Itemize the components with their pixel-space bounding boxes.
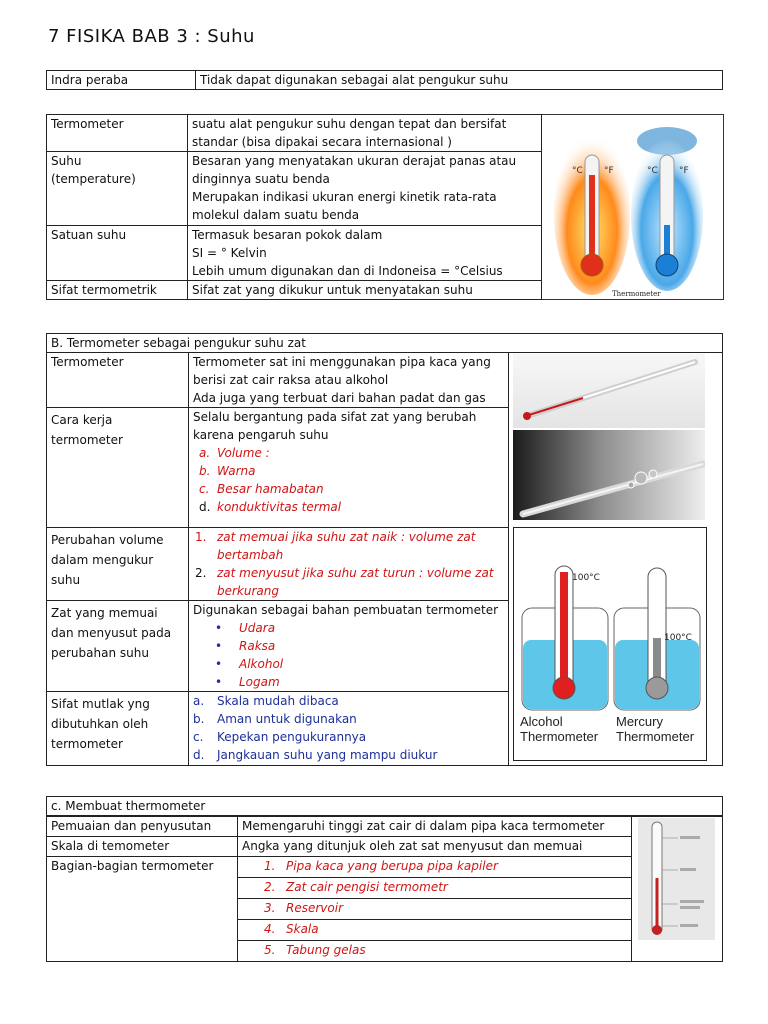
list-text: Alkohol (239, 657, 284, 671)
b-value-perubahan (189, 528, 509, 601)
section-b-table (46, 352, 509, 766)
list-item (193, 528, 504, 564)
zat-list (193, 619, 504, 691)
thermometer-hot-cold-image (542, 114, 724, 300)
list-item (193, 746, 504, 764)
list-text: Reservoir (286, 901, 343, 915)
temp-label-left: 100°C (572, 573, 600, 583)
unit-c-right: °C (647, 166, 658, 176)
list-marker: 1. (264, 859, 276, 873)
cold-bulb (656, 254, 678, 276)
label-text: Suhu (temperature) (51, 154, 136, 186)
temp-label-right: 100°C (664, 633, 692, 643)
red-bulb (523, 412, 531, 420)
def-value-sifat (188, 281, 542, 300)
mercury-drop (635, 472, 647, 484)
text-line: SI = ° Kelvin (192, 246, 267, 260)
list-marker: a. (199, 446, 211, 460)
section-c-header: c. Membuat thermometer (47, 797, 723, 816)
c-value-pemuaian: Memengaruhi tinggi zat cair di dalam pipa kaca termometer (238, 817, 632, 837)
list-text: Jangkauan suhu yang mampu diukur (217, 748, 438, 762)
sifat-list (193, 692, 504, 764)
cara-list (193, 444, 504, 516)
c-label-skala: Skala di temometer (47, 837, 238, 857)
unit-f-right: °F (679, 166, 689, 176)
glass-thermometer-photo (513, 354, 705, 428)
c-value-bagian (238, 857, 632, 962)
list-marker: c. (199, 482, 210, 496)
list-item (193, 564, 504, 600)
list-item (193, 710, 504, 728)
section-b-header: B. Termometer sebagai pengukur suhu zat (47, 334, 723, 353)
list-text: Raksa (239, 639, 276, 653)
label-text: Sifat mutlak yng dibutuhkan oleh termometer (51, 697, 150, 751)
list-marker: 5. (264, 943, 276, 957)
mercury-drop (649, 470, 657, 478)
section-b-header-table (46, 333, 723, 353)
mercury-bulb (646, 677, 668, 699)
def-value-satuan (188, 226, 542, 281)
list-marker: 2. (195, 566, 207, 580)
unit-c-left: °C (572, 166, 583, 176)
list-item (193, 444, 504, 462)
list-item (193, 728, 504, 746)
thermometer-illustration (542, 115, 723, 299)
b-label-perubahan (47, 528, 189, 601)
thermometer-parts-diagram (638, 818, 715, 940)
b-label-sifat (47, 692, 189, 766)
list-text: Zat cair pengisi termometr (286, 880, 448, 894)
list-item (193, 692, 504, 710)
text-line: berisi zat cair raksa atau alkohol (193, 373, 389, 387)
list-text: Pipa kaca yang berupa pipa kapiler (286, 859, 498, 873)
list-marker: 1. (195, 530, 207, 544)
list-item: • Udara (215, 621, 276, 635)
indra-table (46, 70, 723, 90)
alcohol-label: Alcohol Thermometer (520, 714, 599, 744)
text-line: karena pengaruh suhu (193, 428, 329, 442)
list-marker: d. (193, 748, 205, 762)
list-item (238, 857, 631, 878)
label-text: Perubahan volume dalam mengukur suhu (51, 533, 164, 587)
section-c-table (46, 816, 632, 962)
list-item: • Logam (215, 675, 280, 689)
list-marker: b. (193, 712, 205, 726)
text-line: standar (bisa dipakai secara internasional ) (192, 135, 452, 149)
mercury-thermometer-photo (513, 430, 705, 520)
section-c-header-table (46, 796, 723, 816)
hot-bulb (581, 254, 603, 276)
b-value-zat (189, 601, 509, 692)
text-line: Termometer sat ini menggunakan pipa kaca yang (193, 355, 491, 369)
list-item (193, 480, 504, 498)
def-label-termometer: Termometer (47, 115, 188, 152)
list-text: Volume : (217, 446, 270, 460)
b-label-cara (47, 408, 189, 528)
list-item (238, 878, 631, 899)
def-value-termometer (188, 115, 542, 152)
list-marker: a. (193, 694, 205, 708)
list-item (193, 498, 504, 516)
list-item: • Alkohol (215, 657, 284, 671)
label-text: Cara kerja termometer (51, 413, 123, 447)
list-text: Warna (217, 464, 256, 478)
list-text: Tabung gelas (286, 943, 366, 957)
mercury-label: Mercury Thermometer (616, 714, 695, 744)
c-label-pemuaian: Pemuaian dan penyusutan (47, 817, 238, 837)
list-text: zat menyusut jika suhu zat turun : volume zat berkurang (217, 566, 494, 598)
alcohol-mercury-diagram (513, 527, 707, 761)
list-text: Skala (286, 922, 319, 936)
b-label-termometer: Termometer (47, 353, 189, 408)
text-line: Selalu bergantung pada sifat zat yang berubah (193, 410, 477, 424)
page-title: 7 FISIKA BAB 3 : Suhu (48, 26, 255, 47)
list-marker: c. (193, 730, 204, 744)
perubahan-list (193, 528, 504, 600)
reservoir-bulb (652, 925, 662, 935)
list-text: zat memuai jika suhu zat naik : volume zat bertambah (217, 530, 476, 562)
list-text: konduktivitas termal (217, 500, 342, 514)
text-line: Termasuk besaran pokok dalam (192, 228, 383, 242)
c-value-skala: Angka yang ditunjuk oleh zat sat menyusut dan memuai (238, 837, 632, 857)
text-line: Ada juga yang terbuat dari bahan padat dan gas (193, 391, 486, 405)
def-label-satuan: Satuan suhu (47, 226, 188, 281)
image-caption: Thermometer (612, 290, 661, 298)
list-text: Besar hamabatan (217, 482, 324, 496)
alcohol-bulb (553, 677, 575, 699)
list-marker: 2. (264, 880, 276, 894)
indra-value: Tidak dapat digunakan sebagai alat pengukur suhu (196, 71, 723, 90)
list-text: Skala mudah dibaca (217, 694, 339, 708)
text-line: Besaran yang menyatakan ukuran derajat panas atau (192, 154, 517, 168)
c-label-bagian: Bagian-bagian termometer (47, 857, 238, 962)
parts-list (238, 857, 631, 961)
label-text: Zat yang memuai dan menyusut pada perubahan suhu (51, 606, 172, 660)
text-line: Digunakan sebagai bahan pembuatan termometer (193, 603, 499, 617)
b-value-cara (189, 408, 509, 528)
text-line: Lebih umum digunakan dan di Indoneisa = °Celsius (192, 264, 503, 278)
text-line: suatu alat pengukur suhu dengan tepat dan bersifat (192, 117, 507, 131)
list-item (238, 899, 631, 920)
text-line: molekul dalam suatu benda (192, 208, 360, 222)
list-text: Logam (239, 675, 280, 689)
list-item (238, 920, 631, 941)
b-value-sifat (189, 692, 509, 766)
list-text: Kepekan pengukurannya (217, 730, 367, 744)
list-item (238, 941, 631, 962)
list-item (193, 462, 504, 480)
text-line: Merupakan indikasi ukuran energi kinetik rata-rata (192, 190, 497, 204)
list-marker: 4. (264, 922, 276, 936)
def-label-suhu (47, 152, 188, 226)
definitions-table (46, 114, 542, 300)
list-text: Udara (239, 621, 276, 635)
list-item: • Raksa (215, 639, 276, 653)
text-line: Sifat zat yang dikukur untuk menyatakan suhu (192, 283, 473, 297)
unit-f-left: °F (604, 166, 614, 176)
b-value-termometer (189, 353, 509, 408)
list-text: Aman untuk digunakan (217, 712, 357, 726)
mercury-drop (628, 482, 634, 488)
b-label-zat (47, 601, 189, 692)
list-marker: d. (199, 500, 211, 514)
def-label-sifat: Sifat termometrik (47, 281, 188, 300)
indra-label: Indra peraba (47, 71, 196, 90)
list-marker: 3. (264, 901, 276, 915)
def-value-suhu (188, 152, 542, 226)
list-marker: b. (199, 464, 211, 478)
text-line: dinginnya suatu benda (192, 172, 330, 186)
